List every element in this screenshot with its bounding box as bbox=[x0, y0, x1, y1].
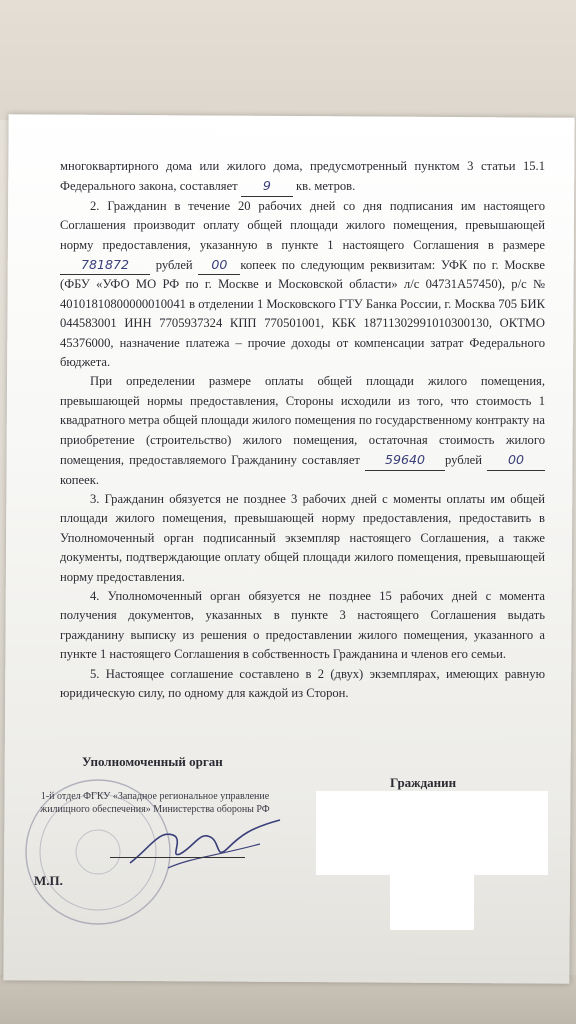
text-line-top: многоквартирного дома или жилого дома, предусмотренный пунктом 3 статьи 15.1 Федерального закона, составляет bbox=[60, 159, 545, 194]
paragraph-2 bbox=[60, 197, 545, 373]
authority-title: Уполномоченный орган bbox=[82, 754, 223, 769]
handwritten-price-kop: 00 bbox=[487, 450, 545, 470]
handwritten-area: 9 bbox=[241, 176, 293, 196]
rub-label: рублей bbox=[155, 258, 193, 273]
authority-org-name: 1-й отдел ФГКУ «Западное региональное управление жилищного обеспечения» Министерства обороны РФ bbox=[40, 791, 270, 815]
area-unit: кв. метров. bbox=[296, 179, 356, 194]
p2-text-a: 2. Гражданин в течение 20 рабочих дней со дня подписания им настоящего Соглашения производит оплату общей площади жилого помещения, превышающей норму предоставления, указанную в пункте 1 настоящего Соглашения в размере bbox=[60, 198, 545, 252]
p2-text-b: копеек по следующим реквизитам: УФК по г. Москве (ФБУ «УФО МО РФ по г. Москве и Московской области» л/с 04731А57450), р/с № 40101810800000010041 в отделении 1 Московского ГТУ Банка России, г. Москва 705 БИК 044583001 ИНН 7705937324 КПП 770501001, КБК 18711302991010300130, ОКТМО 45376000, назначение платежа – прочие доходы от компенсации затрат Федерального бюджета. bbox=[60, 258, 545, 370]
p4-text: 4. Уполномоченный орган обязуется не позднее 15 рабочих дней с момента получения документов, указанных в пункте 3 настоящего Соглашения выдать гражданину выписку из решения о предоставлении жилого помещения, указанного а пункте 1 настоящего Соглашения в собственность Гражданина и членов его семьи. bbox=[60, 588, 545, 662]
document-body bbox=[60, 157, 545, 703]
signature-line bbox=[110, 857, 245, 858]
background-wall-top bbox=[0, 0, 576, 120]
paragraph-3 bbox=[60, 490, 545, 587]
handwritten-amount-rub: 781872 bbox=[60, 255, 150, 275]
citizen-title: Гражданин bbox=[390, 775, 457, 790]
seal-place-label: М.П. bbox=[34, 873, 63, 888]
p2c-text: При определении размере оплаты общей площади жилого помещения, превышающей нормы предоставления, Стороны исходили из того, что стоимость 1 квадратного метра общей площади жилого помещения по государственному контракту на приобретение (строительство) жилого помещения, остаточная стоимость жилого помещения, предоставляемого Гражданину составляет bbox=[60, 374, 545, 468]
paragraph-4 bbox=[60, 587, 545, 665]
p3-text: 3. Гражданин обязуется не позднее 3 рабочих дней с моменты оплаты им общей площади жилого помещения, превышающей норму предоставления, предоставить в Уполномоченный орган подписанный экземпляр настоящего Соглашения, а также документы, подтверждающие оплату общей площади жилого помещения, превышающей норму предоставления. bbox=[60, 491, 545, 584]
p5-text: 5. Настоящее соглашение составлено в 2 (двух) экземплярах, имеющих равную юридическую силу, по одному для каждой из Сторон. bbox=[60, 666, 545, 700]
paragraph-5 bbox=[60, 665, 545, 704]
signature-scribble bbox=[120, 808, 290, 878]
kop-label: копеек. bbox=[60, 472, 99, 487]
handwritten-amount-kop: 00 bbox=[198, 255, 240, 275]
handwritten-price-rub: 59640 bbox=[365, 450, 445, 470]
paragraph-2-cost bbox=[60, 372, 545, 489]
redaction-box-main bbox=[316, 791, 548, 875]
redaction-box-small bbox=[390, 875, 474, 930]
paragraph-area bbox=[60, 157, 545, 197]
rub-label-2: рублей bbox=[444, 453, 482, 468]
